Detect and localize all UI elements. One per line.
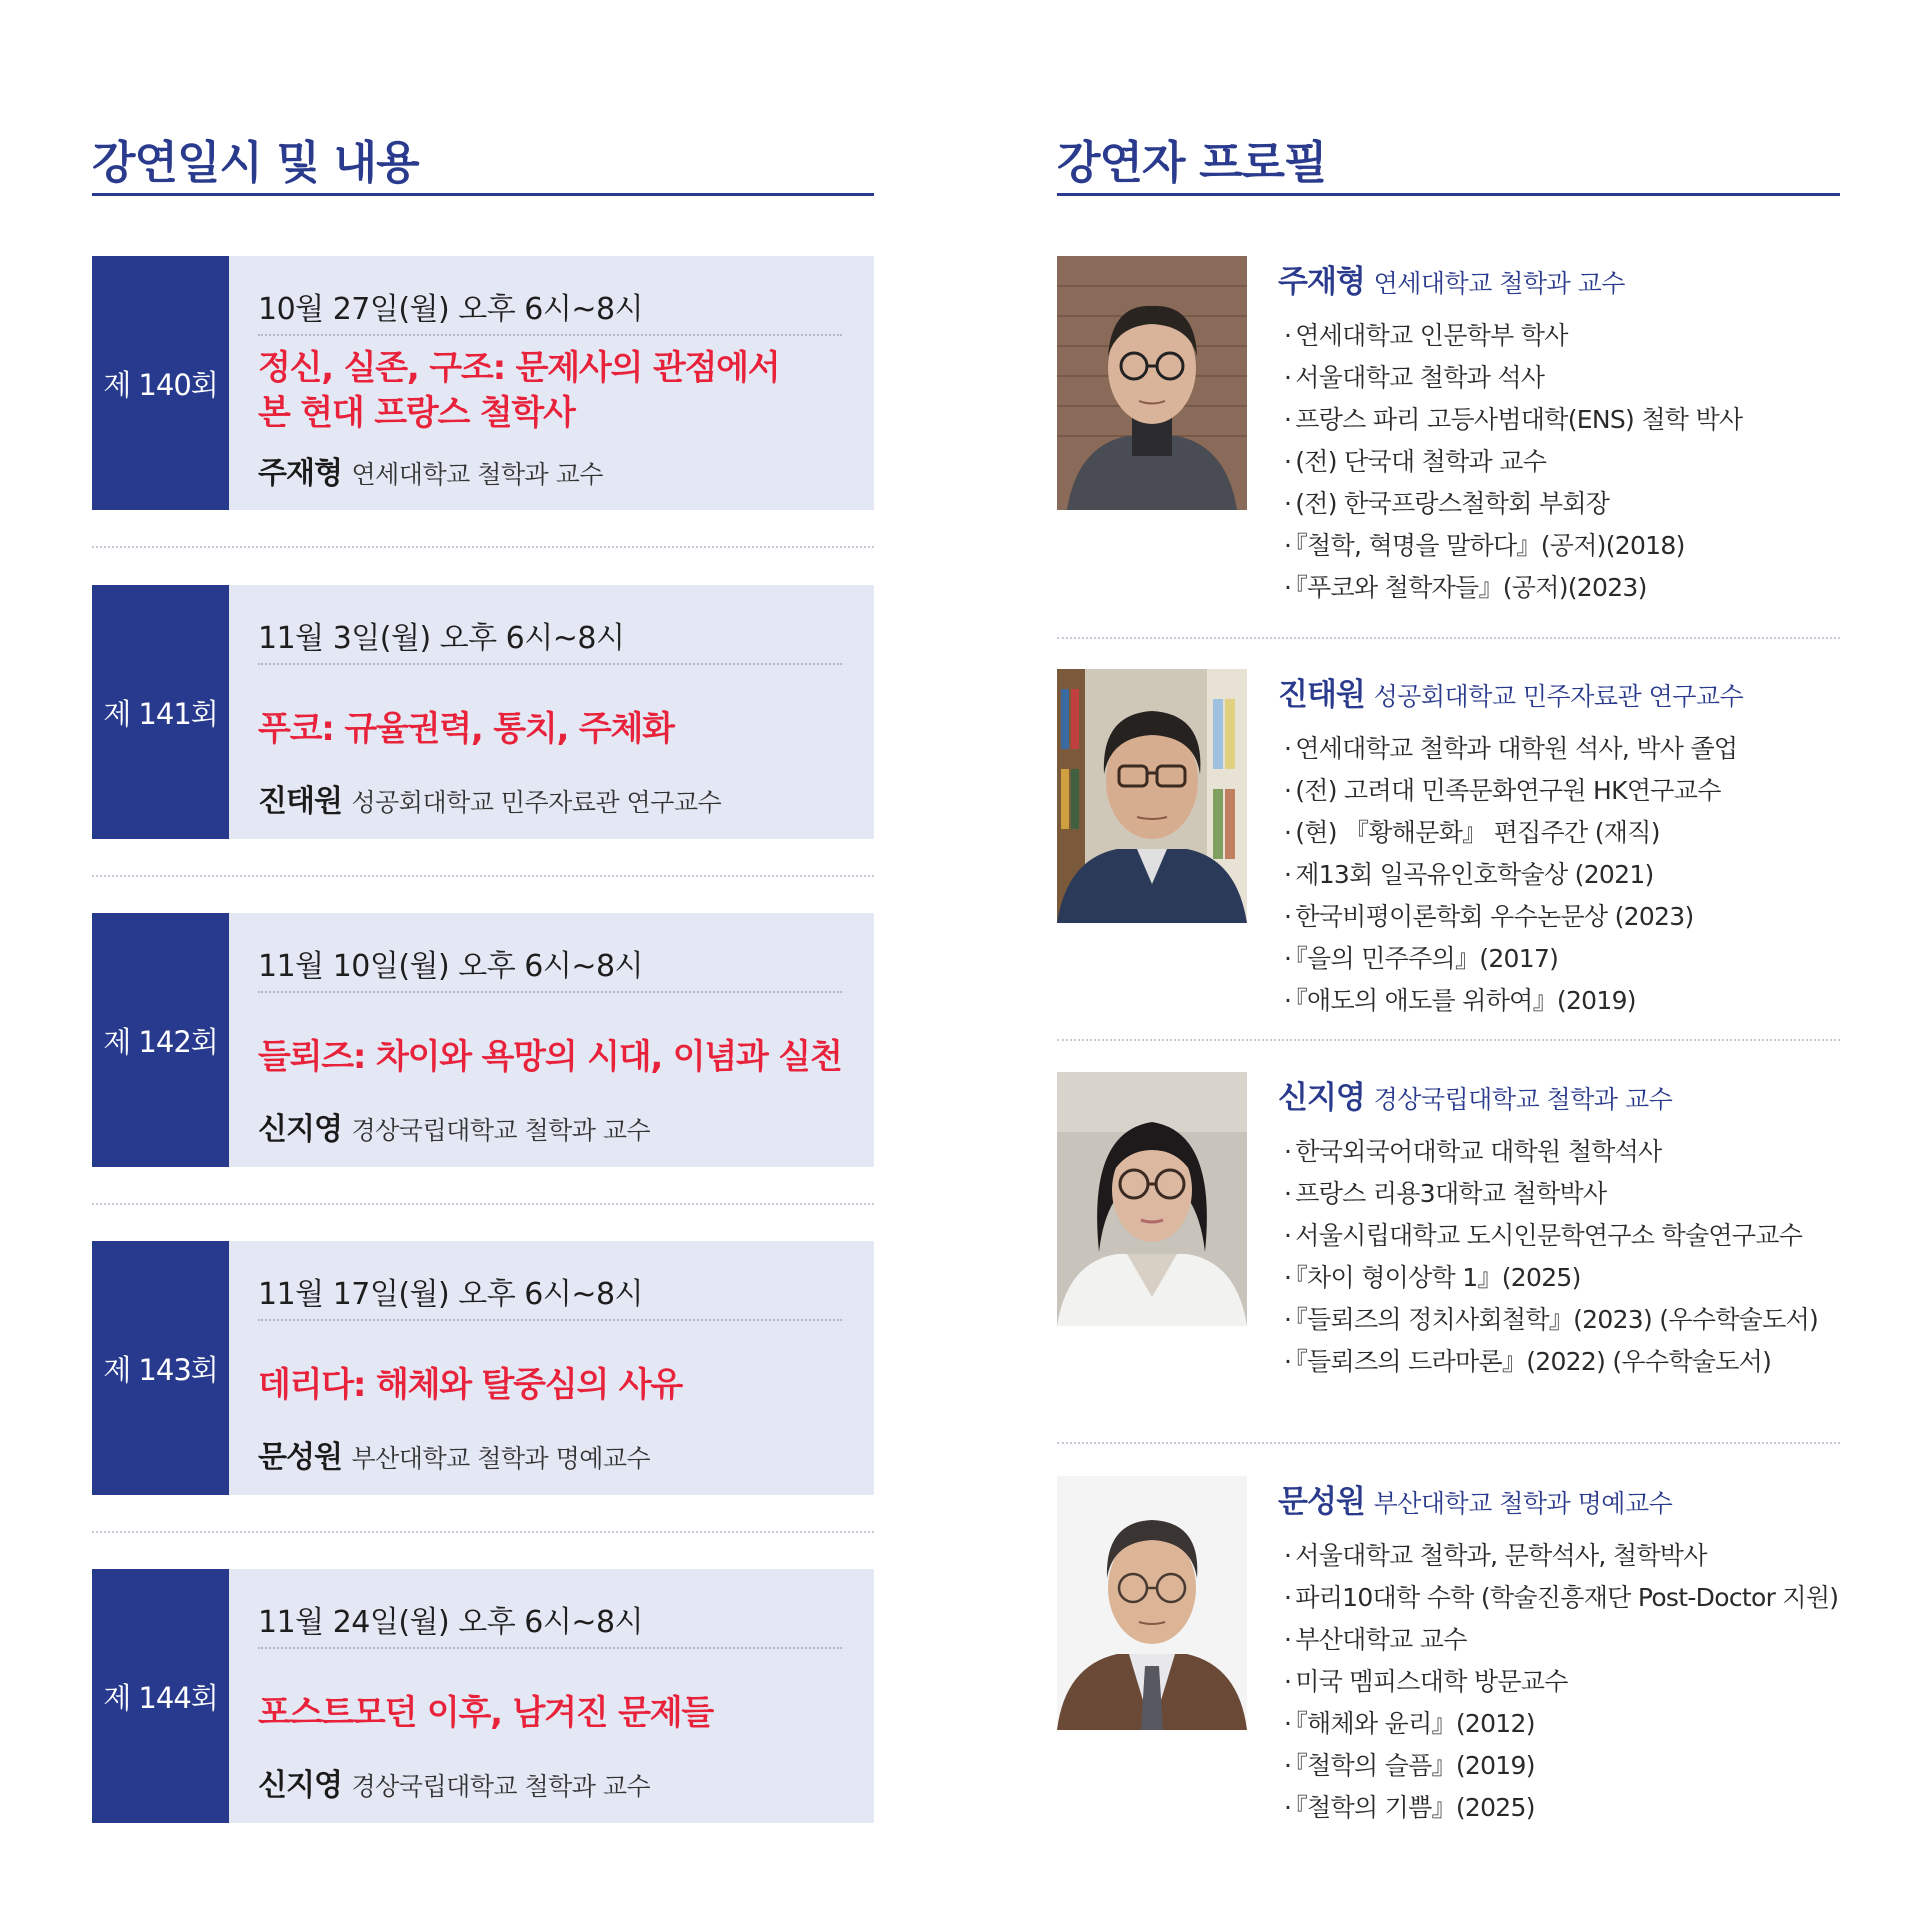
- dotted-divider: [258, 334, 842, 336]
- career-item: · 연세대학교 인문학부 학사: [1278, 315, 1840, 357]
- career-item: · 부산대학교 교수: [1278, 1619, 1840, 1661]
- dotted-divider: [258, 991, 842, 993]
- speaker-name: 주재형: [258, 456, 342, 491]
- speaker-title: 경상국립대학교 철학과 교수: [1373, 1085, 1673, 1114]
- lecture-card: [92, 256, 874, 510]
- career-item: · 서울대학교 철학과 석사: [1278, 357, 1840, 399]
- section-divider: [92, 193, 874, 196]
- speaker-affiliation: 부산대학교 철학과 명예교수: [351, 1444, 651, 1473]
- career-item: · 『해체와 윤리』(2012): [1278, 1703, 1840, 1745]
- lecture-number: 제 141회: [92, 585, 229, 839]
- speaker-title: 연세대학교 철학과 교수: [1373, 269, 1625, 298]
- speaker-name: 진태원: [258, 784, 342, 819]
- speaker-heading: [1278, 669, 1840, 714]
- lecture-date: 11월 3일(월) 오후 6시~8시: [258, 621, 625, 656]
- lecture-topic: 들뢰즈: 차이와 욕망의 시대, 이념과 실천: [258, 1037, 842, 1077]
- dotted-divider: [258, 1319, 842, 1321]
- career-item: · 서울대학교 철학과, 문학석사, 철학박사: [1278, 1535, 1840, 1577]
- dotted-separator: [1057, 1442, 1840, 1444]
- career-item: · 연세대학교 철학과 대학원 석사, 박사 졸업: [1278, 728, 1840, 770]
- lecture-topic: 포스트모던 이후, 남겨진 문제들: [258, 1693, 713, 1733]
- career-item: · 제13회 일곡유인호학술상 (2021): [1278, 854, 1840, 896]
- lecture-topic: 정신, 실존, 구조: 문제사의 관점에서 본 현대 프랑스 철학사: [258, 348, 780, 433]
- career-item: · (전) 단국대 철학과 교수: [1278, 441, 1840, 483]
- speaker-affiliation: 경상국립대학교 철학과 교수: [351, 1772, 651, 1801]
- career-item: · 『들뢰즈의 드라마론』(2022) (우수학술도서): [1278, 1341, 1840, 1383]
- lecture-card: [92, 1569, 874, 1823]
- career-item: · 『철학, 혁명을 말하다』(공저)(2018): [1278, 525, 1840, 567]
- dotted-separator: [92, 875, 874, 877]
- speaker-name: 신지영: [258, 1112, 342, 1147]
- career-item: · 『푸코와 철학자들』(공저)(2023): [1278, 567, 1840, 609]
- career-item: · 파리10대학 수학 (학술진흥재단 Post-Doctor 지원): [1278, 1577, 1840, 1619]
- speaker-career-list: [1278, 1535, 1840, 1829]
- lecture-speaker: [258, 1760, 650, 1804]
- career-item: · (전) 고려대 민족문화연구원 HK연구교수: [1278, 770, 1840, 812]
- speaker-name: 신지영: [258, 1768, 342, 1803]
- speaker-career-list: [1278, 728, 1840, 1022]
- speaker-name: 문성원: [258, 1440, 342, 1475]
- speaker-career-list: [1278, 1131, 1840, 1383]
- career-item: · (현) 『황해문화』 편집주간 (재직): [1278, 812, 1840, 854]
- dotted-separator: [92, 1203, 874, 1205]
- speaker-name: 진태원: [1278, 677, 1365, 713]
- dotted-divider: [258, 1647, 842, 1649]
- career-item: · 『철학의 슬픔』(2019): [1278, 1745, 1840, 1787]
- lecture-topic: 푸코: 규율권력, 통치, 주체화: [258, 709, 674, 749]
- career-item: · 프랑스 파리 고등사범대학(ENS) 철학 박사: [1278, 399, 1840, 441]
- career-item: · 미국 멤피스대학 방문교수: [1278, 1661, 1840, 1703]
- speaker-title: 부산대학교 철학과 명예교수: [1373, 1489, 1673, 1518]
- lecture-number: 제 142회: [92, 913, 229, 1167]
- lecture-number: 제 144회: [92, 1569, 229, 1823]
- section-title-profiles: 강연자 프로필: [1057, 136, 1327, 189]
- lecture-speaker: [258, 1432, 650, 1476]
- speaker-photo: [1057, 1072, 1247, 1326]
- career-item: · 한국비평이론학회 우수논문상 (2023): [1278, 896, 1840, 938]
- dotted-separator: [1057, 1039, 1840, 1041]
- speaker-affiliation: 성공회대학교 민주자료관 연구교수: [351, 788, 722, 817]
- speaker-heading: [1278, 1072, 1840, 1117]
- career-item: · 『차이 형이상학 1』(2025): [1278, 1257, 1840, 1299]
- speaker-affiliation: 경상국립대학교 철학과 교수: [351, 1116, 651, 1145]
- speaker-photo: [1057, 256, 1247, 510]
- lecture-number: 제 140회: [92, 256, 229, 510]
- lecture-date: 11월 17일(월) 오후 6시~8시: [258, 1277, 644, 1312]
- speaker-name: 주재형: [1278, 264, 1365, 300]
- speaker-name: 신지영: [1278, 1080, 1365, 1116]
- section-divider: [1057, 193, 1840, 196]
- career-item: · 서울시립대학교 도시인문학연구소 학술연구교수: [1278, 1215, 1840, 1257]
- career-item: · 『애도의 애도를 위하여』(2019): [1278, 980, 1840, 1022]
- speaker-career-list: [1278, 315, 1840, 609]
- lecture-number: 제 143회: [92, 1241, 229, 1495]
- speaker-name: 문성원: [1278, 1484, 1365, 1520]
- speaker-photo: [1057, 1476, 1247, 1730]
- career-item: · 『을의 민주주의』(2017): [1278, 938, 1840, 980]
- lecture-speaker: [258, 448, 603, 492]
- lecture-card: [92, 585, 874, 839]
- section-title-schedule: 강연일시 및 내용: [92, 136, 419, 189]
- career-item: · 한국외국어대학교 대학원 철학석사: [1278, 1131, 1840, 1173]
- lecture-date: 10월 27일(월) 오후 6시~8시: [258, 292, 644, 327]
- speaker-title: 성공회대학교 민주자료관 연구교수: [1373, 682, 1744, 711]
- lecture-speaker: [258, 1104, 650, 1148]
- lecture-topic: 데리다: 해체와 탈중심의 사유: [258, 1365, 683, 1405]
- dotted-separator: [92, 546, 874, 548]
- career-item: · (전) 한국프랑스철학회 부회장: [1278, 483, 1840, 525]
- dotted-divider: [258, 663, 842, 665]
- speaker-affiliation: 연세대학교 철학과 교수: [351, 460, 603, 489]
- lecture-date: 11월 24일(월) 오후 6시~8시: [258, 1605, 644, 1640]
- speaker-photo: [1057, 669, 1247, 923]
- career-item: · 프랑스 리용3대학교 철학박사: [1278, 1173, 1840, 1215]
- speaker-heading: [1278, 1476, 1840, 1521]
- lecture-date: 11월 10일(월) 오후 6시~8시: [258, 949, 644, 984]
- lecture-card: [92, 913, 874, 1167]
- dotted-separator: [92, 1531, 874, 1533]
- dotted-separator: [1057, 637, 1840, 639]
- career-item: · 『철학의 기쁨』(2025): [1278, 1787, 1840, 1829]
- lecture-speaker: [258, 776, 721, 820]
- speaker-heading: [1278, 256, 1840, 301]
- lecture-card: [92, 1241, 874, 1495]
- career-item: · 『들뢰즈의 정치사회철학』(2023) (우수학술도서): [1278, 1299, 1840, 1341]
